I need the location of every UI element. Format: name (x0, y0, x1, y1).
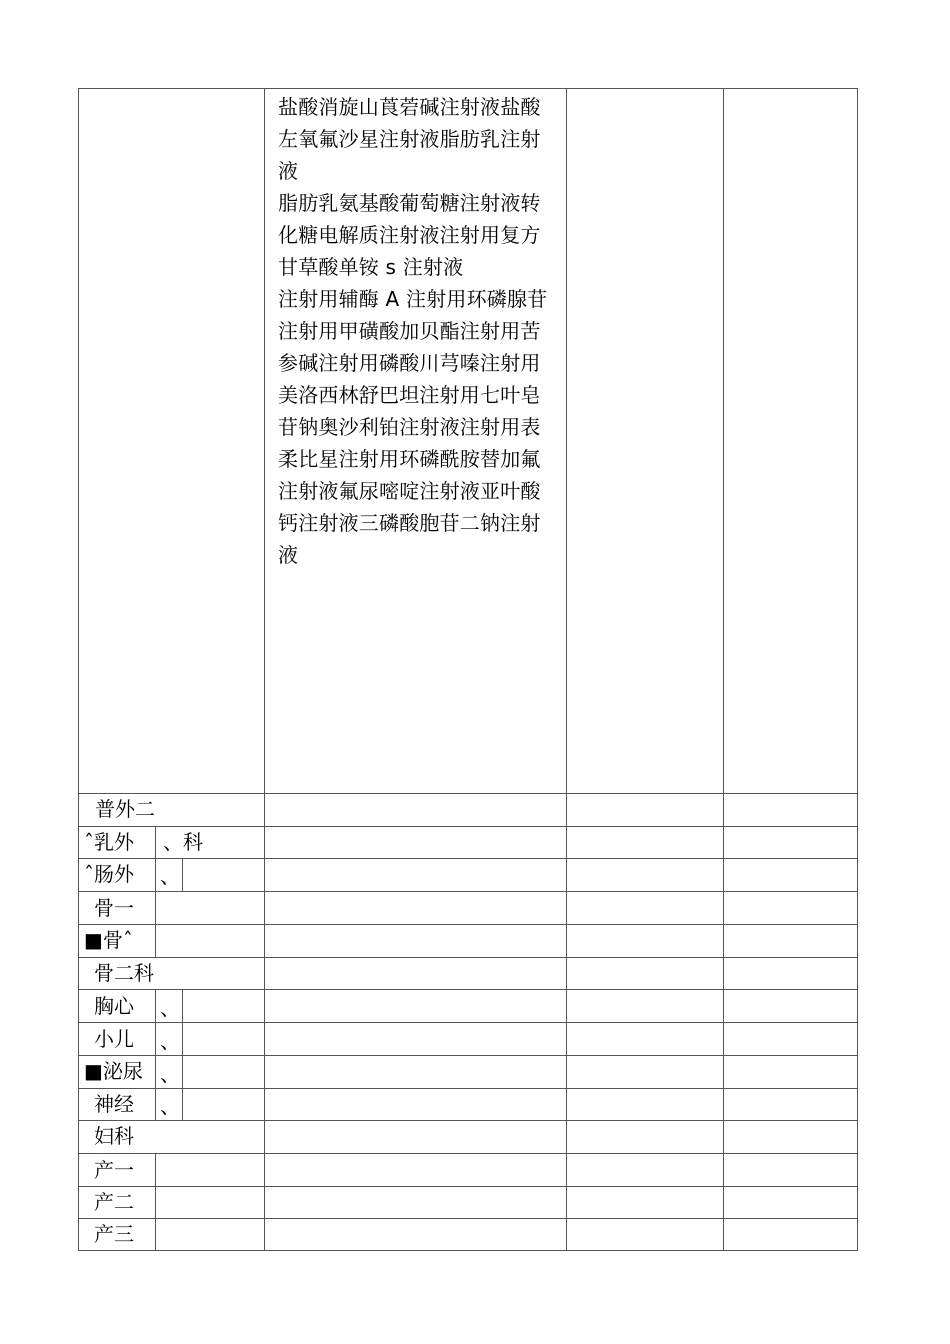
subcol-divider (155, 989, 156, 1120)
department-label: ˆ乳外 (84, 830, 134, 854)
table-rule (78, 1120, 858, 1121)
department-label: 骨一 (94, 896, 134, 920)
drug-list-line: 注射用甲磺酸加贝酯注射用苦 (278, 319, 541, 343)
department-label: 普外二 (95, 797, 155, 821)
drug-list-line: 甘草酸单铵 s 注射液 (278, 255, 464, 279)
table-border-col3 (566, 88, 567, 1251)
drug-list-line: 液 (278, 159, 299, 183)
table-rule (78, 1088, 858, 1089)
department-label: 神经 (94, 1092, 134, 1116)
department-suffix: 、 (160, 1029, 180, 1053)
department-label: 产三 (94, 1222, 134, 1246)
table-border-left (78, 88, 79, 1251)
table-rule (78, 891, 858, 892)
drug-list-line: 盐酸消旋山莨菪碱注射液盐酸 (278, 95, 541, 119)
department-label: 胸心 (94, 994, 134, 1018)
department-label: ˆ肠外 (84, 862, 134, 886)
subcol-divider (155, 826, 156, 858)
drug-list-line: 柔比星注射用环磷酰胺替加氟 (278, 447, 541, 471)
subcol-divider (182, 858, 183, 891)
table-border-col4 (723, 88, 724, 1251)
table-border-col2 (264, 88, 265, 1251)
drug-list-line: 注射用辅酶 A 注射用环磷腺苷 (278, 287, 548, 311)
table-rule (78, 924, 858, 925)
table-rule (78, 1022, 858, 1023)
subcol-divider (155, 891, 156, 957)
department-suffix: 、 (160, 1062, 180, 1086)
drug-list-line: 化糖电解质注射液注射用复方 (278, 223, 541, 247)
department-suffix: 、 (160, 1094, 180, 1118)
drug-list-line: 钙注射液三磷酸胞苷二钠注射 (278, 511, 541, 535)
department-label: 骨二科 (94, 961, 154, 985)
department-label: ■骨ˆ (84, 928, 133, 952)
department-suffix: 、 (160, 864, 180, 888)
drug-list-line: 脂肪乳氨基酸葡萄糖注射液转 (278, 191, 541, 215)
department-label: 产二 (94, 1190, 134, 1214)
subcol-divider (155, 1153, 156, 1250)
table-rule (78, 1186, 858, 1187)
department-label: 妇科 (94, 1124, 134, 1148)
table-rule (78, 1153, 858, 1154)
drug-list-line: 苷钠奥沙利铂注射液注射用表 (278, 415, 541, 439)
department-label: ■泌尿 (84, 1059, 143, 1083)
table-rule (78, 793, 858, 794)
drug-list-cell (278, 91, 563, 571)
drug-list-line: 注射液氟尿嘧啶注射液亚叶酸 (278, 479, 541, 503)
drug-list-line: 液 (278, 543, 299, 567)
table-rule (78, 989, 858, 990)
subcol-divider (182, 989, 183, 1120)
department-label: 产一 (94, 1158, 134, 1182)
department-suffix: 、 (160, 996, 180, 1020)
drug-list-line: 左氧氟沙星注射液脂肪乳注射 (278, 127, 541, 151)
drug-list-line: 美洛西林舒巴坦注射用七叶皂 (278, 383, 541, 407)
drug-list-line: 参碱注射用磷酸川芎嗪注射用 (278, 351, 541, 375)
table-rule-top (78, 88, 858, 89)
table-rule-bottom (78, 1250, 858, 1251)
table-rule (78, 957, 858, 958)
department-label: 小儿 (94, 1027, 134, 1051)
department-suffix: 、科 (163, 830, 203, 854)
table-rule (78, 1218, 858, 1219)
subcol-divider (155, 858, 156, 891)
table-rule (78, 858, 858, 859)
table-rule (78, 1055, 858, 1056)
table-border-right (857, 88, 858, 1251)
